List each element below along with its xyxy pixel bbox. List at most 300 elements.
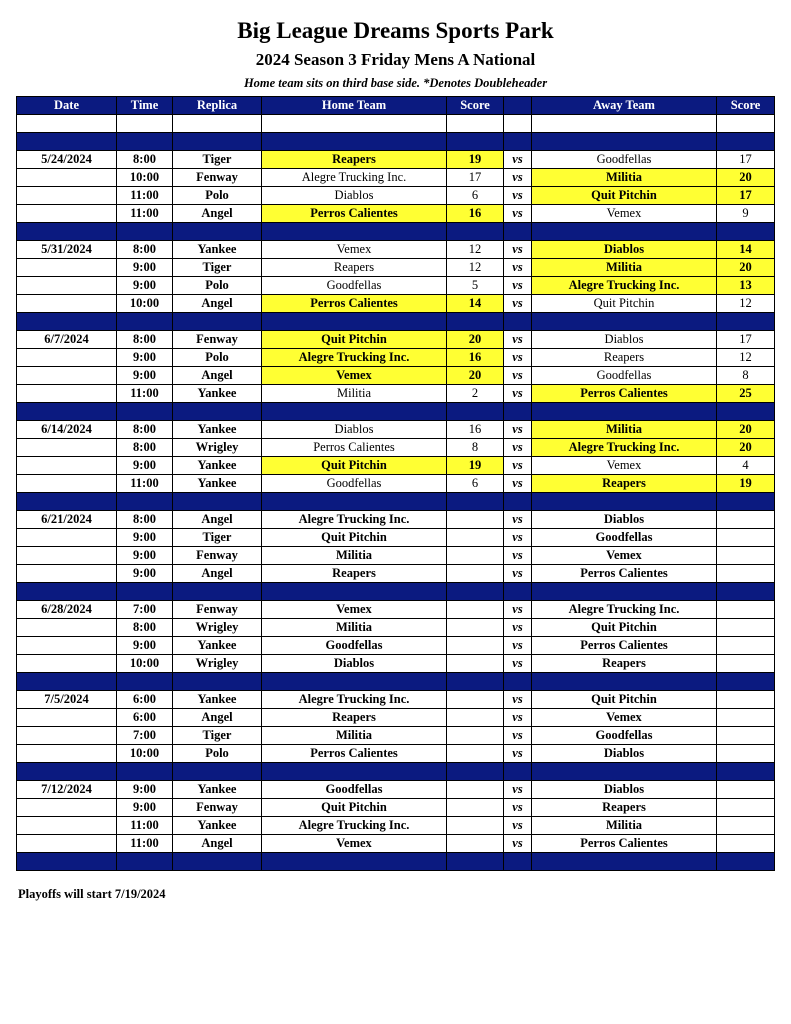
home-score: 12 — [447, 241, 504, 259]
home-score: 14 — [447, 295, 504, 313]
away-team: Militia — [532, 817, 717, 835]
vs-label: vs — [504, 241, 532, 259]
week-separator-cell — [117, 673, 173, 691]
week-separator-cell — [447, 223, 504, 241]
away-team: Goodfellas — [532, 151, 717, 169]
table-row — [17, 727, 775, 745]
away-team: Militia — [532, 169, 717, 187]
away-score: 14 — [717, 241, 775, 259]
away-team: Diablos — [532, 331, 717, 349]
week-separator — [17, 403, 775, 421]
week-separator — [17, 493, 775, 511]
week-separator-cell — [117, 583, 173, 601]
game-replica: Wrigley — [173, 655, 262, 673]
away-score — [717, 799, 775, 817]
week-separator-cell — [173, 673, 262, 691]
table-row — [17, 601, 775, 619]
table-row — [17, 691, 775, 709]
week-separator-cell — [17, 223, 117, 241]
game-date: 5/24/2024 — [17, 151, 117, 169]
game-replica: Wrigley — [173, 439, 262, 457]
game-date: 6/28/2024 — [17, 601, 117, 619]
week-separator-cell — [447, 583, 504, 601]
week-separator-cell — [17, 583, 117, 601]
vs-label: vs — [504, 619, 532, 637]
away-score: 17 — [717, 331, 775, 349]
game-replica: Tiger — [173, 529, 262, 547]
game-date — [17, 799, 117, 817]
week-separator-cell — [173, 763, 262, 781]
table-row — [17, 565, 775, 583]
game-replica: Fenway — [173, 547, 262, 565]
week-separator-cell — [717, 673, 775, 691]
game-date — [17, 817, 117, 835]
away-score — [717, 511, 775, 529]
away-team: Quit Pitchin — [532, 619, 717, 637]
table-row — [17, 187, 775, 205]
game-time: 9:00 — [117, 349, 173, 367]
home-score — [447, 835, 504, 853]
home-team: Alegre Trucking Inc. — [262, 817, 447, 835]
blank-row-cell — [117, 115, 173, 133]
game-replica: Angel — [173, 367, 262, 385]
away-team: Goodfellas — [532, 727, 717, 745]
game-time: 9:00 — [117, 367, 173, 385]
game-time: 11:00 — [117, 385, 173, 403]
away-team: Reapers — [532, 799, 717, 817]
week-separator-cell — [173, 853, 262, 871]
game-time: 9:00 — [117, 565, 173, 583]
schedule-table — [16, 96, 775, 871]
table-row — [17, 817, 775, 835]
game-replica: Yankee — [173, 475, 262, 493]
away-score — [717, 529, 775, 547]
table-row — [17, 529, 775, 547]
game-replica: Yankee — [173, 421, 262, 439]
game-replica: Yankee — [173, 781, 262, 799]
column-header-time: Time — [117, 97, 173, 115]
week-separator-cell — [262, 313, 447, 331]
game-replica: Tiger — [173, 259, 262, 277]
table-row — [17, 205, 775, 223]
game-replica: Fenway — [173, 799, 262, 817]
vs-label: vs — [504, 385, 532, 403]
game-date — [17, 169, 117, 187]
away-score: 8 — [717, 367, 775, 385]
week-separator-cell — [504, 853, 532, 871]
home-score: 6 — [447, 475, 504, 493]
home-score — [447, 655, 504, 673]
week-separator-cell — [717, 763, 775, 781]
week-separator-cell — [532, 763, 717, 781]
week-separator-cell — [717, 223, 775, 241]
away-team: Perros Calientes — [532, 565, 717, 583]
game-time: 9:00 — [117, 259, 173, 277]
game-time: 11:00 — [117, 835, 173, 853]
week-separator-cell — [173, 583, 262, 601]
home-team: Perros Calientes — [262, 439, 447, 457]
home-score: 8 — [447, 439, 504, 457]
game-date — [17, 349, 117, 367]
game-time: 9:00 — [117, 781, 173, 799]
away-team: Alegre Trucking Inc. — [532, 601, 717, 619]
home-score — [447, 601, 504, 619]
table-row — [17, 511, 775, 529]
game-date — [17, 547, 117, 565]
week-separator-cell — [262, 583, 447, 601]
column-header-away-score: Score — [717, 97, 775, 115]
home-score — [447, 529, 504, 547]
away-team: Reapers — [532, 475, 717, 493]
home-score: 16 — [447, 205, 504, 223]
home-team: Quit Pitchin — [262, 799, 447, 817]
table-row — [17, 781, 775, 799]
table-row — [17, 835, 775, 853]
week-separator-cell — [262, 133, 447, 151]
game-replica: Angel — [173, 205, 262, 223]
game-replica: Tiger — [173, 727, 262, 745]
game-replica: Fenway — [173, 331, 262, 349]
away-score — [717, 835, 775, 853]
vs-label: vs — [504, 781, 532, 799]
home-score — [447, 781, 504, 799]
home-team: Perros Calientes — [262, 205, 447, 223]
game-date — [17, 259, 117, 277]
away-team: Quit Pitchin — [532, 295, 717, 313]
playoffs-note: Playoffs will start 7/19/2024 — [18, 887, 166, 901]
game-time: 10:00 — [117, 169, 173, 187]
game-date: 5/31/2024 — [17, 241, 117, 259]
week-separator-cell — [532, 853, 717, 871]
vs-label: vs — [504, 817, 532, 835]
game-replica: Polo — [173, 187, 262, 205]
table-row — [17, 709, 775, 727]
away-team: Vemex — [532, 457, 717, 475]
away-score — [717, 817, 775, 835]
game-replica: Angel — [173, 565, 262, 583]
vs-label: vs — [504, 457, 532, 475]
game-date — [17, 727, 117, 745]
week-separator-cell — [173, 223, 262, 241]
week-separator-cell — [504, 223, 532, 241]
home-team: Alegre Trucking Inc. — [262, 511, 447, 529]
home-score: 19 — [447, 457, 504, 475]
week-separator — [17, 763, 775, 781]
vs-label: vs — [504, 169, 532, 187]
home-score: 16 — [447, 349, 504, 367]
week-separator-cell — [447, 673, 504, 691]
away-team: Quit Pitchin — [532, 187, 717, 205]
week-separator-cell — [447, 853, 504, 871]
blank-row — [17, 115, 775, 133]
away-team: Diablos — [532, 511, 717, 529]
game-time: 10:00 — [117, 655, 173, 673]
week-separator — [17, 853, 775, 871]
week-separator-cell — [717, 583, 775, 601]
table-row — [17, 277, 775, 295]
vs-label: vs — [504, 151, 532, 169]
week-separator-cell — [17, 853, 117, 871]
home-score — [447, 619, 504, 637]
game-time: 8:00 — [117, 511, 173, 529]
game-time: 9:00 — [117, 637, 173, 655]
home-team: Goodfellas — [262, 475, 447, 493]
away-score: 13 — [717, 277, 775, 295]
home-team: Militia — [262, 547, 447, 565]
away-team: Perros Calientes — [532, 385, 717, 403]
game-time: 11:00 — [117, 187, 173, 205]
table-row — [17, 421, 775, 439]
game-date — [17, 295, 117, 313]
game-time: 9:00 — [117, 547, 173, 565]
week-separator-cell — [504, 673, 532, 691]
game-date — [17, 475, 117, 493]
week-separator-cell — [504, 313, 532, 331]
week-separator-cell — [117, 133, 173, 151]
home-score: 12 — [447, 259, 504, 277]
game-replica: Tiger — [173, 151, 262, 169]
week-separator-cell — [717, 133, 775, 151]
game-time: 11:00 — [117, 817, 173, 835]
home-team: Alegre Trucking Inc. — [262, 691, 447, 709]
away-score — [717, 547, 775, 565]
home-score — [447, 511, 504, 529]
game-replica: Wrigley — [173, 619, 262, 637]
week-separator-cell — [117, 493, 173, 511]
game-replica: Angel — [173, 835, 262, 853]
game-time: 11:00 — [117, 475, 173, 493]
week-separator-cell — [447, 763, 504, 781]
away-score — [717, 727, 775, 745]
vs-label: vs — [504, 637, 532, 655]
game-time: 10:00 — [117, 745, 173, 763]
game-date: 6/7/2024 — [17, 331, 117, 349]
vs-label: vs — [504, 601, 532, 619]
game-date — [17, 835, 117, 853]
week-separator — [17, 583, 775, 601]
away-team: Militia — [532, 421, 717, 439]
home-score — [447, 745, 504, 763]
week-separator-cell — [717, 853, 775, 871]
week-separator-cell — [117, 313, 173, 331]
week-separator-cell — [717, 493, 775, 511]
table-row — [17, 349, 775, 367]
away-team: Goodfellas — [532, 529, 717, 547]
away-score — [717, 565, 775, 583]
home-team: Vemex — [262, 367, 447, 385]
game-date — [17, 637, 117, 655]
home-team: Quit Pitchin — [262, 457, 447, 475]
home-score — [447, 799, 504, 817]
home-team: Militia — [262, 619, 447, 637]
game-date — [17, 457, 117, 475]
away-score: 20 — [717, 259, 775, 277]
home-team: Diablos — [262, 187, 447, 205]
game-date — [17, 205, 117, 223]
home-score — [447, 709, 504, 727]
game-time: 10:00 — [117, 295, 173, 313]
home-team: Alegre Trucking Inc. — [262, 169, 447, 187]
away-score: 9 — [717, 205, 775, 223]
game-time: 8:00 — [117, 439, 173, 457]
away-team: Alegre Trucking Inc. — [532, 439, 717, 457]
away-score: 20 — [717, 421, 775, 439]
table-row — [17, 619, 775, 637]
game-time: 8:00 — [117, 151, 173, 169]
week-separator-cell — [262, 493, 447, 511]
home-score — [447, 691, 504, 709]
vs-label: vs — [504, 187, 532, 205]
game-replica: Polo — [173, 745, 262, 763]
table-row — [17, 547, 775, 565]
page-title: Big League Dreams Sports Park — [237, 18, 554, 43]
week-separator-cell — [262, 763, 447, 781]
game-time: 9:00 — [117, 277, 173, 295]
week-separator-cell — [17, 133, 117, 151]
home-team: Vemex — [262, 241, 447, 259]
week-separator-cell — [504, 403, 532, 421]
away-score: 25 — [717, 385, 775, 403]
game-time: 9:00 — [117, 457, 173, 475]
game-date — [17, 655, 117, 673]
blank-row-cell — [532, 115, 717, 133]
blank-row-cell — [504, 115, 532, 133]
away-score: 12 — [717, 295, 775, 313]
away-team: Vemex — [532, 547, 717, 565]
week-separator — [17, 313, 775, 331]
home-score: 20 — [447, 331, 504, 349]
table-row — [17, 745, 775, 763]
game-replica: Yankee — [173, 817, 262, 835]
table-header-row — [17, 97, 775, 115]
vs-label: vs — [504, 259, 532, 277]
week-separator-cell — [532, 223, 717, 241]
table-row — [17, 151, 775, 169]
away-score: 12 — [717, 349, 775, 367]
table-row — [17, 637, 775, 655]
table-row — [17, 475, 775, 493]
game-time: 9:00 — [117, 529, 173, 547]
home-team: Reapers — [262, 151, 447, 169]
vs-label: vs — [504, 529, 532, 547]
vs-label: vs — [504, 745, 532, 763]
game-date: 6/14/2024 — [17, 421, 117, 439]
week-separator-cell — [117, 403, 173, 421]
column-header-vs — [504, 97, 532, 115]
away-team: Alegre Trucking Inc. — [532, 277, 717, 295]
vs-label: vs — [504, 475, 532, 493]
week-separator-cell — [532, 403, 717, 421]
table-row — [17, 799, 775, 817]
game-replica: Angel — [173, 511, 262, 529]
home-team: Quit Pitchin — [262, 529, 447, 547]
game-date — [17, 439, 117, 457]
week-separator-cell — [447, 313, 504, 331]
week-separator-cell — [173, 493, 262, 511]
week-separator-cell — [262, 853, 447, 871]
blank-row-cell — [717, 115, 775, 133]
home-score — [447, 817, 504, 835]
schedule-note: Home team sits on third base side. *Denotes Doubleheader — [243, 76, 548, 90]
vs-label: vs — [504, 799, 532, 817]
home-team: Reapers — [262, 259, 447, 277]
game-time: 11:00 — [117, 205, 173, 223]
vs-label: vs — [504, 439, 532, 457]
week-separator — [17, 133, 775, 151]
game-time: 7:00 — [117, 727, 173, 745]
home-team: Diablos — [262, 655, 447, 673]
week-separator-cell — [117, 853, 173, 871]
game-date — [17, 619, 117, 637]
away-score — [717, 601, 775, 619]
game-time: 8:00 — [117, 241, 173, 259]
blank-row-cell — [447, 115, 504, 133]
home-team: Militia — [262, 385, 447, 403]
game-date — [17, 187, 117, 205]
away-score: 17 — [717, 151, 775, 169]
table-row — [17, 241, 775, 259]
home-team: Goodfellas — [262, 637, 447, 655]
week-separator-cell — [532, 493, 717, 511]
home-team: Goodfellas — [262, 781, 447, 799]
week-separator-cell — [262, 403, 447, 421]
vs-label: vs — [504, 727, 532, 745]
week-separator-cell — [17, 403, 117, 421]
game-date: 7/12/2024 — [17, 781, 117, 799]
away-team: Militia — [532, 259, 717, 277]
away-score: 19 — [717, 475, 775, 493]
week-separator-cell — [17, 313, 117, 331]
week-separator-cell — [717, 403, 775, 421]
away-score — [717, 745, 775, 763]
table-row — [17, 385, 775, 403]
home-team: Perros Calientes — [262, 745, 447, 763]
column-header-home-score: Score — [447, 97, 504, 115]
blank-row-cell — [262, 115, 447, 133]
away-team: Vemex — [532, 709, 717, 727]
column-header-home-team: Home Team — [262, 97, 447, 115]
week-separator-cell — [117, 763, 173, 781]
away-score — [717, 637, 775, 655]
home-score: 2 — [447, 385, 504, 403]
vs-label: vs — [504, 691, 532, 709]
home-team: Alegre Trucking Inc. — [262, 349, 447, 367]
game-date — [17, 277, 117, 295]
week-separator — [17, 223, 775, 241]
game-time: 9:00 — [117, 799, 173, 817]
game-replica: Fenway — [173, 601, 262, 619]
game-time: 7:00 — [117, 601, 173, 619]
home-score: 17 — [447, 169, 504, 187]
week-separator-cell — [504, 583, 532, 601]
column-header-date: Date — [17, 97, 117, 115]
home-score: 16 — [447, 421, 504, 439]
game-replica: Yankee — [173, 241, 262, 259]
home-team: Diablos — [262, 421, 447, 439]
away-score: 4 — [717, 457, 775, 475]
week-separator-cell — [173, 133, 262, 151]
game-time: 6:00 — [117, 709, 173, 727]
away-team: Perros Calientes — [532, 835, 717, 853]
week-separator-cell — [17, 493, 117, 511]
table-row — [17, 169, 775, 187]
vs-label: vs — [504, 367, 532, 385]
game-date: 6/21/2024 — [17, 511, 117, 529]
game-date — [17, 385, 117, 403]
week-separator-cell — [117, 223, 173, 241]
away-team: Vemex — [532, 205, 717, 223]
away-team: Quit Pitchin — [532, 691, 717, 709]
